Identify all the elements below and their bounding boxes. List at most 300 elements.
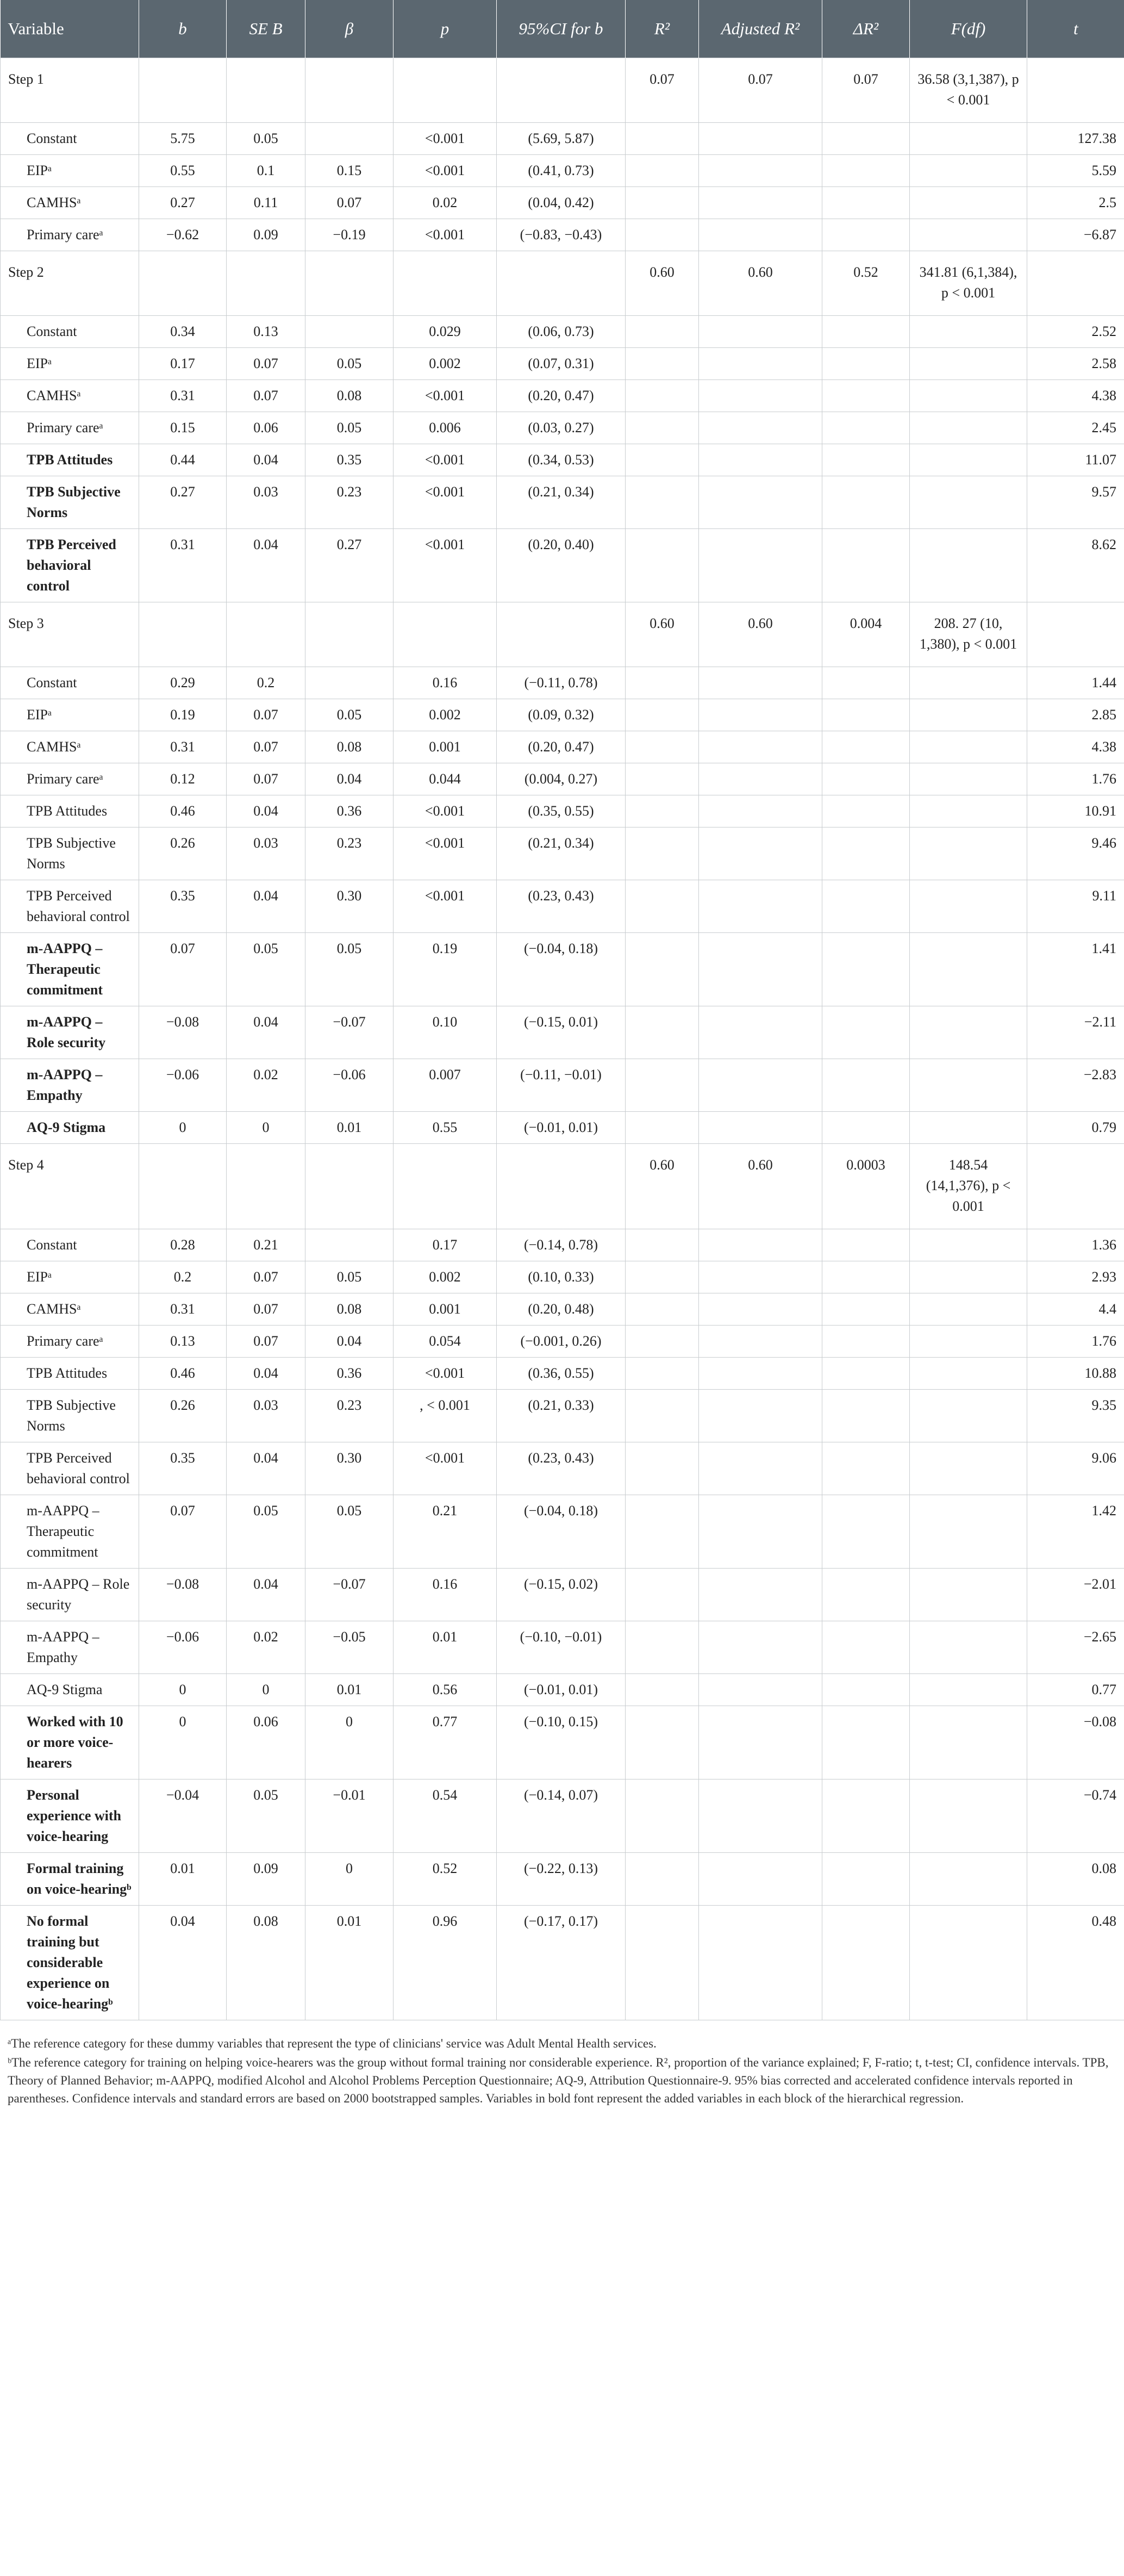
table-row — [1, 1112, 1124, 1144]
table-cell: 0.02 — [227, 1621, 305, 1674]
table-cell: (−0.04, 0.18) — [497, 1495, 626, 1569]
table-cell — [699, 219, 822, 251]
table-cell — [822, 763, 910, 795]
table-cell: (0.34, 0.53) — [497, 444, 626, 476]
table-cell: CAMHSᵃ — [1, 1293, 139, 1326]
table-cell: 0.07 — [227, 699, 305, 731]
table-cell: 0.79 — [1027, 1112, 1124, 1144]
table-cell: (0.03, 0.27) — [497, 412, 626, 444]
table-cell — [626, 1261, 699, 1293]
table-row — [1, 1853, 1124, 1906]
table-cell: 127.38 — [1027, 123, 1124, 155]
table-cell: TPB Perceived behavioral control — [1, 880, 139, 933]
table-cell: 0.05 — [227, 933, 305, 1006]
table-cell — [910, 1621, 1027, 1674]
table-cell: 0.05 — [227, 1495, 305, 1569]
table-cell: Step 4 — [1, 1144, 139, 1229]
table-cell: 0.04 — [227, 1006, 305, 1059]
table-row — [1, 187, 1124, 219]
table-row — [1, 123, 1124, 155]
table-cell — [626, 123, 699, 155]
table-cell — [699, 731, 822, 763]
table-cell: −0.74 — [1027, 1779, 1124, 1853]
table-cell: <0.001 — [394, 795, 497, 827]
table-cell — [822, 1059, 910, 1112]
table-row — [1, 1358, 1124, 1390]
table-cell: 0.04 — [227, 880, 305, 933]
table-cell — [910, 933, 1027, 1006]
table-cell — [699, 412, 822, 444]
table-cell: (0.21, 0.34) — [497, 827, 626, 880]
table-cell — [626, 1006, 699, 1059]
table-cell — [626, 1112, 699, 1144]
table-row — [1, 1706, 1124, 1779]
table-cell — [910, 667, 1027, 699]
table-cell — [305, 58, 394, 123]
table-cell: 0.06 — [227, 412, 305, 444]
table-cell: −0.07 — [305, 1569, 394, 1621]
table-cell: 148.54 (14,1,376), p < 0.001 — [910, 1144, 1027, 1229]
table-cell: 0.52 — [394, 1853, 497, 1906]
table-cell: 0.04 — [305, 1326, 394, 1358]
table-cell — [822, 1390, 910, 1442]
table-cell — [822, 529, 910, 602]
table-cell: 0.15 — [305, 155, 394, 187]
table-cell: 0.07 — [227, 763, 305, 795]
table-cell: 0.04 — [227, 1442, 305, 1495]
table-cell — [910, 380, 1027, 412]
table-cell — [822, 348, 910, 380]
table-cell — [822, 667, 910, 699]
table-cell — [910, 1706, 1027, 1779]
table-cell — [699, 1569, 822, 1621]
table-row — [1, 699, 1124, 731]
table-cell — [305, 251, 394, 316]
table-cell: 0.36 — [305, 1358, 394, 1390]
table-cell: (−0.14, 0.78) — [497, 1229, 626, 1261]
table-cell — [626, 795, 699, 827]
table-cell — [822, 1442, 910, 1495]
table-cell — [699, 155, 822, 187]
table-cell — [305, 123, 394, 155]
table-cell: (0.09, 0.32) — [497, 699, 626, 731]
step-row — [1, 251, 1124, 316]
table-cell — [626, 476, 699, 529]
table-cell: TPB Perceived behavioral control — [1, 1442, 139, 1495]
table-cell: <0.001 — [394, 529, 497, 602]
table-cell — [394, 602, 497, 667]
table-cell: Constant — [1, 1229, 139, 1261]
table-cell — [822, 187, 910, 219]
table-cell: (−0.15, 0.01) — [497, 1006, 626, 1059]
table-cell: 0 — [139, 1706, 227, 1779]
table-cell: −0.07 — [305, 1006, 394, 1059]
step-row — [1, 602, 1124, 667]
table-cell: −0.05 — [305, 1621, 394, 1674]
table-cell: 0.04 — [227, 529, 305, 602]
table-cell: 5.59 — [1027, 155, 1124, 187]
table-cell — [910, 1674, 1027, 1706]
table-cell: m-AAPPQ – Therapeutic commitment — [1, 933, 139, 1006]
table-body — [1, 58, 1124, 2020]
table-cell: 0.07 — [227, 1326, 305, 1358]
table-cell — [910, 795, 1027, 827]
table-cell: −6.87 — [1027, 219, 1124, 251]
table-cell: 0.08 — [227, 1906, 305, 2020]
table-cell — [822, 880, 910, 933]
table-cell — [626, 731, 699, 763]
table-cell: TPB Subjective Norms — [1, 1390, 139, 1442]
table-cell: 0.21 — [227, 1229, 305, 1261]
table-cell: (0.21, 0.34) — [497, 476, 626, 529]
table-cell: 9.06 — [1027, 1442, 1124, 1495]
table-cell — [626, 444, 699, 476]
table-cell — [910, 880, 1027, 933]
table-cell: 0.44 — [139, 444, 227, 476]
table-row — [1, 880, 1124, 933]
table-cell — [497, 602, 626, 667]
header-ci: 95%CI for b — [497, 0, 626, 58]
table-cell — [910, 187, 1027, 219]
table-cell — [822, 155, 910, 187]
table-cell: 0.08 — [305, 731, 394, 763]
table-cell: 0.03 — [227, 1390, 305, 1442]
table-cell: −2.11 — [1027, 1006, 1124, 1059]
table-cell — [822, 380, 910, 412]
table-cell: 0.08 — [305, 380, 394, 412]
header-se-b: SE B — [227, 0, 305, 58]
table-cell — [497, 251, 626, 316]
table-row — [1, 1059, 1124, 1112]
table-row — [1, 1495, 1124, 1569]
table-cell: −0.62 — [139, 219, 227, 251]
table-cell — [699, 1006, 822, 1059]
table-cell: 0.60 — [626, 1144, 699, 1229]
table-cell: 0.27 — [139, 476, 227, 529]
table-cell: 0.31 — [139, 1293, 227, 1326]
table-cell — [822, 412, 910, 444]
table-cell: 0.34 — [139, 316, 227, 348]
table-cell: EIPᵃ — [1, 348, 139, 380]
table-cell: <0.001 — [394, 155, 497, 187]
table-cell: 0 — [227, 1674, 305, 1706]
table-cell — [626, 1674, 699, 1706]
table-cell: 1.42 — [1027, 1495, 1124, 1569]
table-cell: 2.5 — [1027, 187, 1124, 219]
table-cell: 0.05 — [305, 1495, 394, 1569]
table-cell — [227, 58, 305, 123]
table-cell: 8.62 — [1027, 529, 1124, 602]
table-cell — [626, 1621, 699, 1674]
table-cell: (0.04, 0.42) — [497, 187, 626, 219]
table-cell: 4.4 — [1027, 1293, 1124, 1326]
table-cell — [626, 1358, 699, 1390]
table-cell: (0.20, 0.47) — [497, 380, 626, 412]
table-cell: 0.05 — [305, 412, 394, 444]
table-cell: TPB Attitudes — [1, 444, 139, 476]
table-cell: AQ-9 Stigma — [1, 1112, 139, 1144]
table-cell: TPB Subjective Norms — [1, 476, 139, 529]
table-cell — [699, 123, 822, 155]
table-cell — [699, 1261, 822, 1293]
table-cell — [910, 316, 1027, 348]
table-cell: (0.36, 0.55) — [497, 1358, 626, 1390]
table-cell: 0.48 — [1027, 1906, 1124, 2020]
table-cell — [626, 667, 699, 699]
table-cell — [626, 1779, 699, 1853]
header-f-df: F(df) — [910, 0, 1027, 58]
table-cell — [910, 1390, 1027, 1442]
table-cell: 0.006 — [394, 412, 497, 444]
table-cell: 0.04 — [139, 1906, 227, 2020]
table-cell: 10.88 — [1027, 1358, 1124, 1390]
table-cell: 0.02 — [227, 1059, 305, 1112]
table-cell: (0.35, 0.55) — [497, 795, 626, 827]
table-cell — [910, 1779, 1027, 1853]
table-cell — [699, 1059, 822, 1112]
table-cell: Primary careᵃ — [1, 763, 139, 795]
table-cell — [822, 1006, 910, 1059]
table-cell: <0.001 — [394, 1358, 497, 1390]
table-cell — [822, 1706, 910, 1779]
table-row — [1, 731, 1124, 763]
table-cell: (5.69, 5.87) — [497, 123, 626, 155]
table-cell: m-AAPPQ – Empathy — [1, 1059, 139, 1112]
table-cell: TPB Attitudes — [1, 1358, 139, 1390]
table-cell: 0.29 — [139, 667, 227, 699]
table-cell: 0.60 — [699, 251, 822, 316]
table-cell — [305, 602, 394, 667]
table-cell: 0.05 — [227, 1779, 305, 1853]
table-cell: <0.001 — [394, 123, 497, 155]
table-cell: 0.21 — [394, 1495, 497, 1569]
table-cell — [626, 1229, 699, 1261]
table-cell — [910, 731, 1027, 763]
table-cell: <0.001 — [394, 444, 497, 476]
table-cell: 0.004 — [822, 602, 910, 667]
table-cell: 0.16 — [394, 1569, 497, 1621]
table-cell: (−0.15, 0.02) — [497, 1569, 626, 1621]
table-cell: 0.60 — [699, 1144, 822, 1229]
table-cell — [699, 933, 822, 1006]
table-cell: 0.2 — [227, 667, 305, 699]
table-row — [1, 1674, 1124, 1706]
table-cell — [497, 58, 626, 123]
table-row — [1, 1906, 1124, 2020]
table-cell — [699, 348, 822, 380]
table-cell — [699, 1706, 822, 1779]
table-cell — [822, 827, 910, 880]
table-row — [1, 348, 1124, 380]
table-cell: (−0.04, 0.18) — [497, 933, 626, 1006]
table-cell — [699, 444, 822, 476]
table-cell: 9.11 — [1027, 880, 1124, 933]
table-cell — [139, 602, 227, 667]
table-cell — [822, 1621, 910, 1674]
table-cell — [822, 1112, 910, 1144]
table-cell — [626, 1059, 699, 1112]
table-cell — [699, 1442, 822, 1495]
table-cell: No formal training but considerable experience on voice-hearingᵇ — [1, 1906, 139, 2020]
table-cell — [699, 1293, 822, 1326]
table-cell: 0.04 — [227, 1358, 305, 1390]
table-cell: (−0.10, 0.15) — [497, 1706, 626, 1779]
table-cell: 1.44 — [1027, 667, 1124, 699]
table-cell: Step 3 — [1, 602, 139, 667]
table-cell — [910, 1326, 1027, 1358]
table-row — [1, 1442, 1124, 1495]
table-cell: 0.07 — [822, 58, 910, 123]
table-cell — [394, 58, 497, 123]
table-cell: TPB Subjective Norms — [1, 827, 139, 880]
table-cell: (0.004, 0.27) — [497, 763, 626, 795]
table-cell: 0.77 — [394, 1706, 497, 1779]
table-cell: 5.75 — [139, 123, 227, 155]
table-cell: CAMHSᵃ — [1, 731, 139, 763]
table-cell: 0.01 — [394, 1621, 497, 1674]
table-cell: m-AAPPQ – Empathy — [1, 1621, 139, 1674]
table-cell: EIPᵃ — [1, 155, 139, 187]
table-cell — [910, 476, 1027, 529]
table-cell — [699, 795, 822, 827]
table-cell: 0.05 — [305, 1261, 394, 1293]
table-cell: 0.12 — [139, 763, 227, 795]
table-cell: 0.04 — [227, 444, 305, 476]
table-cell: 9.46 — [1027, 827, 1124, 880]
header-beta: β — [305, 0, 394, 58]
table-cell: 0.002 — [394, 1261, 497, 1293]
table-cell: 0.08 — [305, 1293, 394, 1326]
table-cell: 0.05 — [305, 699, 394, 731]
table-cell: −0.08 — [139, 1569, 227, 1621]
table-cell — [910, 1442, 1027, 1495]
header-b: b — [139, 0, 227, 58]
table-cell: 0.54 — [394, 1779, 497, 1853]
table-cell: 0.52 — [822, 251, 910, 316]
table-cell: 0 — [227, 1112, 305, 1144]
table-cell: 0.007 — [394, 1059, 497, 1112]
table-cell — [139, 58, 227, 123]
table-cell: 0.07 — [139, 1495, 227, 1569]
table-cell — [699, 476, 822, 529]
table-cell: 0.35 — [305, 444, 394, 476]
table-cell: 0.55 — [394, 1112, 497, 1144]
table-cell — [910, 1006, 1027, 1059]
table-cell — [626, 1853, 699, 1906]
table-cell — [139, 1144, 227, 1229]
table-cell: 0.03 — [227, 476, 305, 529]
table-row — [1, 219, 1124, 251]
table-cell: 0.07 — [699, 58, 822, 123]
header-p: p — [394, 0, 497, 58]
table-cell: 0 — [305, 1853, 394, 1906]
table-cell — [910, 1229, 1027, 1261]
table-cell — [822, 1674, 910, 1706]
table-cell — [910, 1569, 1027, 1621]
table-cell: Worked with 10 or more voice-hearers — [1, 1706, 139, 1779]
table-cell: −0.06 — [139, 1621, 227, 1674]
table-cell — [910, 1059, 1027, 1112]
table-cell — [626, 1569, 699, 1621]
table-cell — [699, 667, 822, 699]
table-cell: (0.23, 0.43) — [497, 880, 626, 933]
table-cell — [626, 1442, 699, 1495]
table-cell: 0.30 — [305, 1442, 394, 1495]
table-cell: 0.07 — [227, 1293, 305, 1326]
table-row — [1, 1621, 1124, 1674]
table-cell: 0.04 — [227, 795, 305, 827]
table-cell: m-AAPPQ – Role security — [1, 1006, 139, 1059]
table-cell — [699, 1779, 822, 1853]
table-cell: 2.45 — [1027, 412, 1124, 444]
table-cell — [910, 763, 1027, 795]
table-cell — [910, 412, 1027, 444]
table-cell: (−0.001, 0.26) — [497, 1326, 626, 1358]
table-cell: 0.054 — [394, 1326, 497, 1358]
table-cell: Constant — [1, 123, 139, 155]
table-cell — [699, 1674, 822, 1706]
table-cell — [699, 1390, 822, 1442]
table-row — [1, 1779, 1124, 1853]
table-cell — [910, 155, 1027, 187]
table-row — [1, 155, 1124, 187]
table-cell — [626, 699, 699, 731]
header-r2: R² — [626, 0, 699, 58]
table-cell — [822, 731, 910, 763]
table-cell: 2.93 — [1027, 1261, 1124, 1293]
table-cell — [910, 529, 1027, 602]
table-cell: 0.46 — [139, 795, 227, 827]
table-cell: 0.13 — [139, 1326, 227, 1358]
table-cell — [699, 699, 822, 731]
table-cell — [394, 1144, 497, 1229]
table-cell: 0.07 — [626, 58, 699, 123]
step-row — [1, 1144, 1124, 1229]
table-cell — [910, 123, 1027, 155]
table-cell: Constant — [1, 316, 139, 348]
table-cell — [910, 827, 1027, 880]
table-cell: m-AAPPQ – Role security — [1, 1569, 139, 1621]
table-cell — [699, 187, 822, 219]
table-cell: (−0.83, −0.43) — [497, 219, 626, 251]
table-cell: Primary careᵃ — [1, 1326, 139, 1358]
table-cell: 0.13 — [227, 316, 305, 348]
table-cell: 0.029 — [394, 316, 497, 348]
table-cell: 1.36 — [1027, 1229, 1124, 1261]
table-cell: 0.09 — [227, 1853, 305, 1906]
table-cell: 0.77 — [1027, 1674, 1124, 1706]
table-cell — [227, 1144, 305, 1229]
table-cell: 0.27 — [305, 529, 394, 602]
table-cell: 0.16 — [394, 667, 497, 699]
table-footnotes — [0, 2020, 1124, 2107]
header-variable: Variable — [1, 0, 139, 58]
table-cell: 0.01 — [305, 1112, 394, 1144]
table-cell: 2.58 — [1027, 348, 1124, 380]
table-cell — [626, 316, 699, 348]
table-cell: 0.001 — [394, 731, 497, 763]
table-cell — [305, 1229, 394, 1261]
table-cell: 10.91 — [1027, 795, 1124, 827]
table-cell: 0.05 — [305, 933, 394, 1006]
table-cell: 0.05 — [305, 348, 394, 380]
table-cell: −0.06 — [305, 1059, 394, 1112]
table-cell: (0.20, 0.48) — [497, 1293, 626, 1326]
table-cell: <0.001 — [394, 476, 497, 529]
table-cell — [626, 1326, 699, 1358]
table-cell — [626, 155, 699, 187]
table-cell: 36.58 (3,1,387), p < 0.001 — [910, 58, 1027, 123]
